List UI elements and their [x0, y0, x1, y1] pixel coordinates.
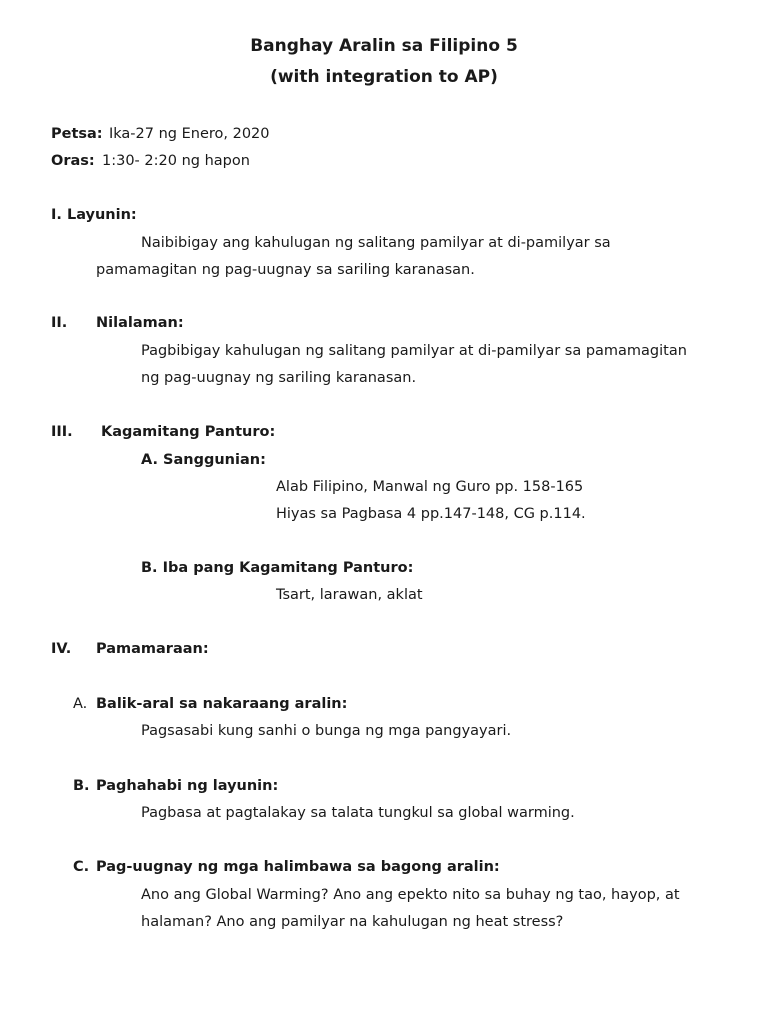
document-title: Banghay Aralin sa Filipino 5: [250, 36, 518, 56]
date-value: Ika-27 ng Enero, 2020: [109, 126, 270, 142]
section-layunin-heading: I. Layunin:: [51, 207, 137, 223]
sanggunian-item-2: Hiyas sa Pagbasa 4 pp.147-148, CG p.114.: [276, 506, 586, 522]
sanggunian-item-1: Alab Filipino, Manwal ng Guro pp. 158-165: [276, 479, 584, 495]
time-value: 1:30- 2:20 ng hapon: [102, 153, 250, 169]
time-label: Oras:: [51, 153, 95, 169]
section-kagamitan-heading: Kagamitang Panturo:: [101, 424, 276, 440]
paghahabi-heading: Paghahabi ng layunin:: [96, 778, 279, 794]
paghahabi-text: Pagbasa at pagtalakay sa talata tungkul sa global warming.: [141, 805, 575, 821]
pag-uugnay-text-line-2: halaman? Ano ang pamilyar na kahulugan ng heat stress?: [141, 914, 564, 930]
document-subtitle: (with integration to AP): [270, 67, 498, 87]
pag-uugnay-letter: C.: [73, 859, 90, 875]
layunin-text-line-2: pamamagitan ng pag-uugnay sa sariling karanasan.: [96, 262, 475, 278]
section-pamamaraan-heading: Pamamaraan:: [96, 641, 209, 657]
balik-aral-text: Pagsasabi kung sanhi o bunga ng mga pangyayari.: [141, 723, 512, 739]
iba-pang-kagamitan-heading: B. Iba pang Kagamitang Panturo:: [141, 560, 414, 576]
section-nilalaman-heading: Nilalaman:: [96, 315, 184, 331]
balik-aral-letter: A.: [73, 696, 88, 712]
nilalaman-text-line-2: ng pag-uugnay ng sariling karanasan.: [141, 370, 417, 386]
layunin-text-line-1: Naibibigay ang kahulugan ng salitang pamilyar at di-pamilyar sa: [141, 235, 611, 251]
nilalaman-text-line-1: Pagbibigay kahulugan ng salitang pamilyar at di-pamilyar sa pamamagitan: [141, 343, 687, 359]
iba-pang-kagamitan-item: Tsart, larawan, aklat: [276, 587, 423, 603]
section-kagamitan-numeral: III.: [51, 424, 73, 440]
section-nilalaman-numeral: II.: [51, 315, 68, 331]
balik-aral-heading: Balik-aral sa nakaraang aralin:: [96, 696, 348, 712]
pag-uugnay-heading: Pag-uugnay ng mga halimbawa sa bagong aralin:: [96, 859, 500, 875]
pag-uugnay-text-line-1: Ano ang Global Warming? Ano ang epekto nito sa buhay ng tao, hayop, at: [141, 887, 680, 903]
section-pamamaraan-numeral: IV.: [51, 641, 72, 657]
paghahabi-letter: B.: [73, 778, 90, 794]
sanggunian-heading: A. Sanggunian:: [141, 452, 266, 468]
date-label: Petsa:: [51, 126, 103, 142]
